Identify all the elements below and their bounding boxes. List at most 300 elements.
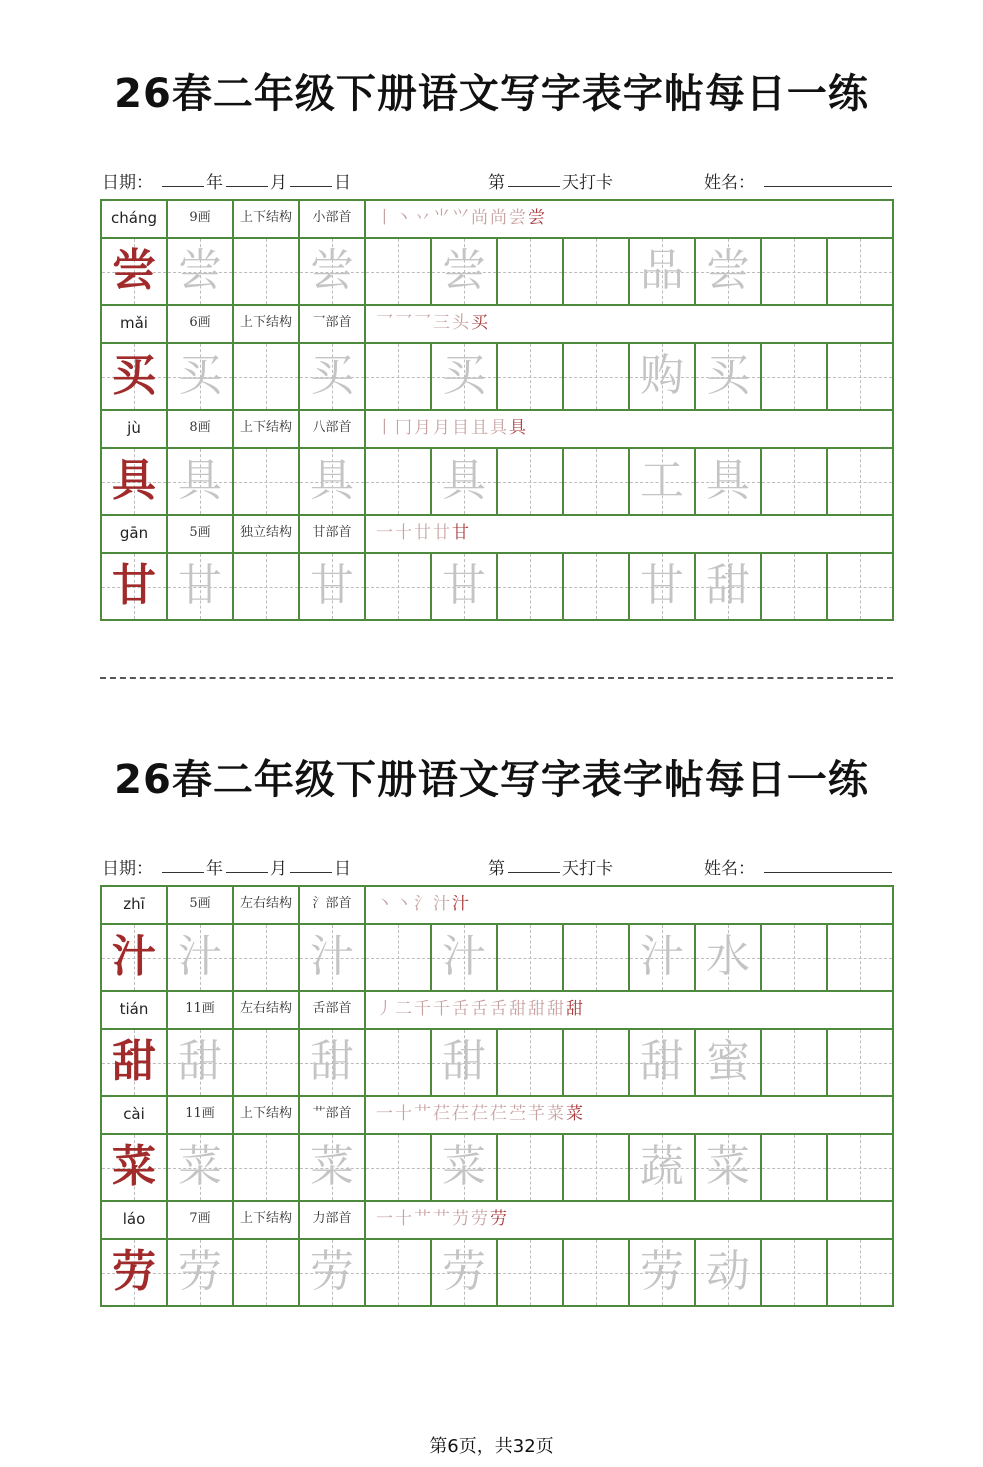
character-block [102,992,894,1097]
stroke-order-cell [366,306,894,342]
tianzige-box[interactable] [102,925,168,990]
tianzige-box[interactable] [564,449,630,514]
stroke-step: 艹 [414,1104,433,1124]
tianzige-box[interactable] [498,925,564,990]
tianzige-box[interactable] [762,1240,828,1305]
stroke-step: 丷 [414,208,433,228]
tianzige-box[interactable] [696,1030,762,1095]
tianzige-box[interactable] [300,344,366,409]
trace-character: 甜 [178,1036,222,1087]
tianzige-box[interactable] [564,344,630,409]
tianzige-box[interactable] [498,1030,564,1095]
trace-character: 品 [640,245,684,296]
tianzige-box[interactable] [828,1240,894,1305]
stroke-step: 尚 [490,208,509,228]
tianzige-box[interactable] [696,925,762,990]
character-block [102,1097,894,1202]
character-block [102,516,894,621]
checkin-label: 天打卡 [562,859,613,879]
trace-character: 甜 [706,560,750,611]
day-number-prefix: 第 [488,173,505,193]
writing-row [102,1135,894,1202]
tianzige-box[interactable] [366,449,432,514]
stroke-step: 菜 [547,1104,566,1124]
worksheet-title: 26春二年级下册语文写字表字帖每日一练 [114,757,869,803]
tianzige-box[interactable] [102,344,168,409]
trace-character: 买 [310,350,354,401]
tianzige-box[interactable] [300,239,366,304]
tianzige-box[interactable] [366,344,432,409]
trace-character: 菜 [442,1141,486,1192]
trace-character: 菜 [178,1141,222,1192]
trace-character: 甘 [442,560,486,611]
stroke-step: 芀 [452,1209,471,1229]
stroke-order-cell [366,1097,894,1133]
tianzige-box[interactable] [498,1240,564,1305]
tianzige-box[interactable] [564,1030,630,1095]
year-label: 年 [206,859,223,879]
tianzige-box[interactable] [630,925,696,990]
radical-cell: 舌部首 [300,992,366,1028]
tianzige-box[interactable] [300,1240,366,1305]
tianzige-box[interactable] [630,449,696,514]
stroke-count-cell: 5画 [168,887,234,923]
tianzige-box[interactable] [366,1030,432,1095]
structure-cell: 上下结构 [234,1097,300,1133]
stroke-count-cell: 11画 [168,992,234,1028]
header-info-row [102,854,892,878]
stroke-step: 汁 [433,894,452,914]
stroke-step: 艹 [433,1209,452,1229]
trace-character: 劳 [310,1246,354,1297]
stroke-step: 甜 [547,999,566,1019]
tianzige-box[interactable] [102,554,168,619]
tianzige-box[interactable] [696,1135,762,1200]
stroke-step: 甜 [566,999,585,1019]
stroke-count-cell: 8画 [168,411,234,447]
stroke-step: 丶 [376,894,395,914]
trace-character: 甜 [442,1036,486,1087]
tianzige-box[interactable] [234,1240,300,1305]
structure-cell: 上下结构 [234,1202,300,1238]
structure-cell: 上下结构 [234,201,300,237]
stroke-step: 目 [452,418,471,438]
stroke-order-cell [366,516,894,552]
stroke-step: 艹 [414,1209,433,1229]
tianzige-box[interactable] [432,1135,498,1200]
header-info-row [102,168,892,192]
year-blank[interactable] [162,854,204,873]
character-info-row [102,992,894,1030]
tianzige-box[interactable] [696,554,762,619]
trace-character: 动 [706,1246,750,1297]
structure-cell: 上下结构 [234,306,300,342]
stroke-step: 芢 [433,1104,452,1124]
pinyin-cell: cài [102,1097,168,1133]
tianzige-box[interactable] [564,1240,630,1305]
tianzige-box[interactable] [696,449,762,514]
stroke-step: 三 [433,313,452,333]
trace-character: 购 [640,350,684,401]
trace-character: 尝 [442,245,486,296]
tianzige-box[interactable] [498,554,564,619]
trace-character: 工 [640,455,684,506]
structure-cell: 左右结构 [234,992,300,1028]
trace-character: 汁 [640,931,684,982]
stroke-step: 尝 [509,208,528,228]
tianzige-box[interactable] [828,449,894,514]
tianzige-box[interactable] [234,449,300,514]
radical-cell: 八部首 [300,411,366,447]
tianzige-box[interactable] [828,1135,894,1200]
stroke-step: 甜 [528,999,547,1019]
tianzige-box[interactable] [762,239,828,304]
day-number-prefix: 第 [488,859,505,879]
tianzige-box[interactable] [630,1030,696,1095]
model-character: 买 [112,350,156,401]
tianzige-box[interactable] [168,554,234,619]
stroke-step: 芊 [528,1104,547,1124]
tianzige-box[interactable] [168,925,234,990]
tianzige-box[interactable] [498,1135,564,1200]
year-label: 年 [206,173,223,193]
stroke-step: ⺌ [433,208,452,228]
tianzige-box[interactable] [234,344,300,409]
trace-character: 菜 [706,1141,750,1192]
stroke-step: 月 [433,418,452,438]
tianzige-box[interactable] [498,239,564,304]
trace-character: 蜜 [706,1036,750,1087]
trace-character: 买 [178,350,222,401]
model-character: 具 [112,455,156,506]
tianzige-box[interactable] [762,449,828,514]
trace-character: 具 [310,455,354,506]
stroke-step: 且 [471,418,490,438]
stroke-step: 丶 [395,208,414,228]
tianzige-box[interactable] [234,925,300,990]
writing-row [102,344,894,411]
tianzige-box[interactable] [102,449,168,514]
tianzige-box[interactable] [828,554,894,619]
stroke-step: 舌 [452,999,471,1019]
trace-character: 甘 [640,560,684,611]
pinyin-cell: jù [102,411,168,447]
model-character: 甜 [112,1036,156,1087]
stroke-step: 芢 [471,1104,490,1124]
stroke-step: 十 [395,523,414,543]
model-character: 劳 [112,1246,156,1297]
date-label: 日期： [102,859,153,879]
tianzige-box[interactable] [366,1135,432,1200]
tianzige-box[interactable] [300,449,366,514]
tianzige-box[interactable] [300,554,366,619]
trace-character: 买 [706,350,750,401]
character-info-row [102,887,894,925]
worksheet-title: 26春二年级下册语文写字表字帖每日一练 [114,71,869,117]
tianzige-box[interactable] [168,449,234,514]
stroke-step: 一 [376,1104,395,1124]
tianzige-box[interactable] [102,1135,168,1200]
checkin-label: 天打卡 [562,173,613,193]
trace-character: 汁 [178,931,222,982]
tianzige-box[interactable] [168,1030,234,1095]
tianzige-box[interactable] [564,1135,630,1200]
trace-character: 具 [442,455,486,506]
stroke-step: 丶 [395,894,414,914]
tianzige-box[interactable] [828,344,894,409]
writing-row [102,925,894,992]
tianzige-box[interactable] [432,344,498,409]
date-label: 日期： [102,173,153,193]
trace-character: 菜 [310,1141,354,1192]
trace-character: 尝 [310,245,354,296]
stroke-step: 乛 [376,313,395,333]
stroke-step: 乛 [395,313,414,333]
name-label: 姓名： [704,173,755,193]
tianzige-box[interactable] [168,1240,234,1305]
stroke-order-cell [366,1202,894,1238]
radical-cell: 甘部首 [300,516,366,552]
trace-character: 劳 [640,1246,684,1297]
month-label: 月 [270,859,287,879]
stroke-count-cell: 7画 [168,1202,234,1238]
stroke-step: 一 [376,1209,395,1229]
character-info-row [102,306,894,344]
character-info-row [102,516,894,554]
tianzige-box[interactable] [828,239,894,304]
day-number-blank[interactable] [508,168,560,187]
tianzige-box[interactable] [630,1135,696,1200]
practice-grid [100,199,894,621]
tianzige-box[interactable] [762,1135,828,1200]
tianzige-box[interactable] [432,925,498,990]
tianzige-box[interactable] [168,1135,234,1200]
writing-row [102,1030,894,1097]
page-footer: 第6页，共32页 [429,1436,554,1457]
model-character: 尝 [112,245,156,296]
stroke-step: 芢 [452,1104,471,1124]
stroke-count-cell: 6画 [168,306,234,342]
stroke-step: 冂 [395,418,414,438]
tianzige-box[interactable] [564,554,630,619]
stroke-step: 劳 [471,1209,490,1229]
stroke-order-cell [366,201,894,237]
character-block [102,201,894,306]
month-blank[interactable] [226,168,268,187]
stroke-step: 舌 [471,999,490,1019]
trace-character: 水 [706,931,750,982]
stroke-order-cell [366,992,894,1028]
tianzige-box[interactable] [762,554,828,619]
tianzige-box[interactable] [234,1135,300,1200]
stroke-step: 劳 [490,1209,509,1229]
radical-cell: 氵部首 [300,887,366,923]
character-block [102,1202,894,1307]
stroke-step: 具 [490,418,509,438]
writing-row [102,239,894,306]
character-block [102,306,894,411]
stroke-order-cell [366,887,894,923]
character-info-row [102,1202,894,1240]
trace-character: 甜 [640,1036,684,1087]
stroke-count-cell: 9画 [168,201,234,237]
tianzige-box[interactable] [432,554,498,619]
tianzige-box[interactable] [696,1240,762,1305]
tianzige-box[interactable] [630,554,696,619]
name-label: 姓名： [704,859,755,879]
radical-cell: 乛部首 [300,306,366,342]
stroke-step: ⺍ [452,208,471,228]
structure-cell: 左右结构 [234,887,300,923]
name-blank[interactable] [764,854,892,873]
tianzige-box[interactable] [432,239,498,304]
stroke-step: 菜 [566,1104,585,1124]
trace-character: 劳 [178,1246,222,1297]
stroke-step: 尝 [528,208,547,228]
trace-character: 甘 [178,560,222,611]
stroke-step: 十 [395,1209,414,1229]
tianzige-box[interactable] [102,1240,168,1305]
radical-cell: 艹部首 [300,1097,366,1133]
model-character: 甘 [112,560,156,611]
character-block [102,887,894,992]
month-blank[interactable] [226,854,268,873]
trace-character: 尝 [706,245,750,296]
model-character: 汁 [112,931,156,982]
pinyin-cell: tián [102,992,168,1028]
stroke-step: 苎 [509,1104,528,1124]
tianzige-box[interactable] [762,925,828,990]
stroke-order-cell [366,411,894,447]
pinyin-cell: cháng [102,201,168,237]
tianzige-box[interactable] [234,1030,300,1095]
stroke-step: 乛 [414,313,433,333]
stroke-step: 千 [414,999,433,1019]
writing-row [102,554,894,621]
stroke-step: 十 [395,1104,414,1124]
tianzige-box[interactable] [300,925,366,990]
month-label: 月 [270,173,287,193]
stroke-step: 廿 [414,523,433,543]
tianzige-box[interactable] [630,344,696,409]
stroke-step: 汁 [452,894,471,914]
tianzige-box[interactable] [432,449,498,514]
pinyin-cell: zhī [102,887,168,923]
stroke-step: 氵 [414,894,433,914]
stroke-step: 头 [452,313,471,333]
tianzige-box[interactable] [696,239,762,304]
tianzige-box[interactable] [762,344,828,409]
day-blank[interactable] [290,168,332,187]
stroke-step: 一 [376,523,395,543]
character-info-row [102,411,894,449]
tianzige-box[interactable] [168,239,234,304]
stroke-step: 廿 [433,523,452,543]
stroke-step: 二 [395,999,414,1019]
stroke-step: 尚 [471,208,490,228]
character-info-row [102,1097,894,1135]
tianzige-box[interactable] [300,1135,366,1200]
tianzige-box[interactable] [828,925,894,990]
trace-character: 尝 [178,245,222,296]
stroke-count-cell: 11画 [168,1097,234,1133]
stroke-step: 丨 [376,418,395,438]
tianzige-box[interactable] [696,344,762,409]
sheet-divider [100,677,893,679]
writing-row [102,1240,894,1307]
tianzige-box[interactable] [432,1240,498,1305]
tianzige-box[interactable] [102,1030,168,1095]
trace-character: 汁 [442,931,486,982]
day-blank[interactable] [290,854,332,873]
stroke-step: 月 [414,418,433,438]
character-block [102,411,894,516]
pinyin-cell: láo [102,1202,168,1238]
tianzige-box[interactable] [564,925,630,990]
tianzige-box[interactable] [498,449,564,514]
trace-character: 汁 [310,931,354,982]
day-number-blank[interactable] [508,854,560,873]
pinyin-cell: gān [102,516,168,552]
stroke-step: 甜 [509,999,528,1019]
structure-cell: 独立结构 [234,516,300,552]
tianzige-box[interactable] [432,1030,498,1095]
tianzige-box[interactable] [366,239,432,304]
tianzige-box[interactable] [168,344,234,409]
structure-cell: 上下结构 [234,411,300,447]
name-blank[interactable] [764,168,892,187]
model-character: 菜 [112,1141,156,1192]
radical-cell: 力部首 [300,1202,366,1238]
trace-character: 劳 [442,1246,486,1297]
tianzige-box[interactable] [300,1030,366,1095]
stroke-step: 丨 [376,208,395,228]
trace-character: 具 [706,455,750,506]
day-label: 日 [334,173,351,193]
tianzige-box[interactable] [102,239,168,304]
tianzige-box[interactable] [828,1030,894,1095]
trace-character: 买 [442,350,486,401]
year-blank[interactable] [162,168,204,187]
tianzige-box[interactable] [630,1240,696,1305]
stroke-step: 具 [509,418,528,438]
day-label: 日 [334,859,351,879]
stroke-step: 买 [471,313,490,333]
stroke-step: 千 [433,999,452,1019]
tianzige-box[interactable] [630,239,696,304]
tianzige-box[interactable] [564,239,630,304]
tianzige-box[interactable] [234,554,300,619]
tianzige-box[interactable] [366,554,432,619]
tianzige-box[interactable] [366,925,432,990]
tianzige-box[interactable] [762,1030,828,1095]
stroke-count-cell: 5画 [168,516,234,552]
trace-character: 具 [178,455,222,506]
tianzige-box[interactable] [498,344,564,409]
tianzige-box[interactable] [234,239,300,304]
pinyin-cell: mǎi [102,306,168,342]
character-info-row [102,201,894,239]
trace-character: 蔬 [640,1141,684,1192]
trace-character: 甜 [310,1036,354,1087]
stroke-step: 舌 [490,999,509,1019]
tianzige-box[interactable] [366,1240,432,1305]
radical-cell: 小部首 [300,201,366,237]
writing-row [102,449,894,516]
practice-grid [100,885,894,1307]
stroke-step: 甘 [452,523,471,543]
trace-character: 甘 [310,560,354,611]
